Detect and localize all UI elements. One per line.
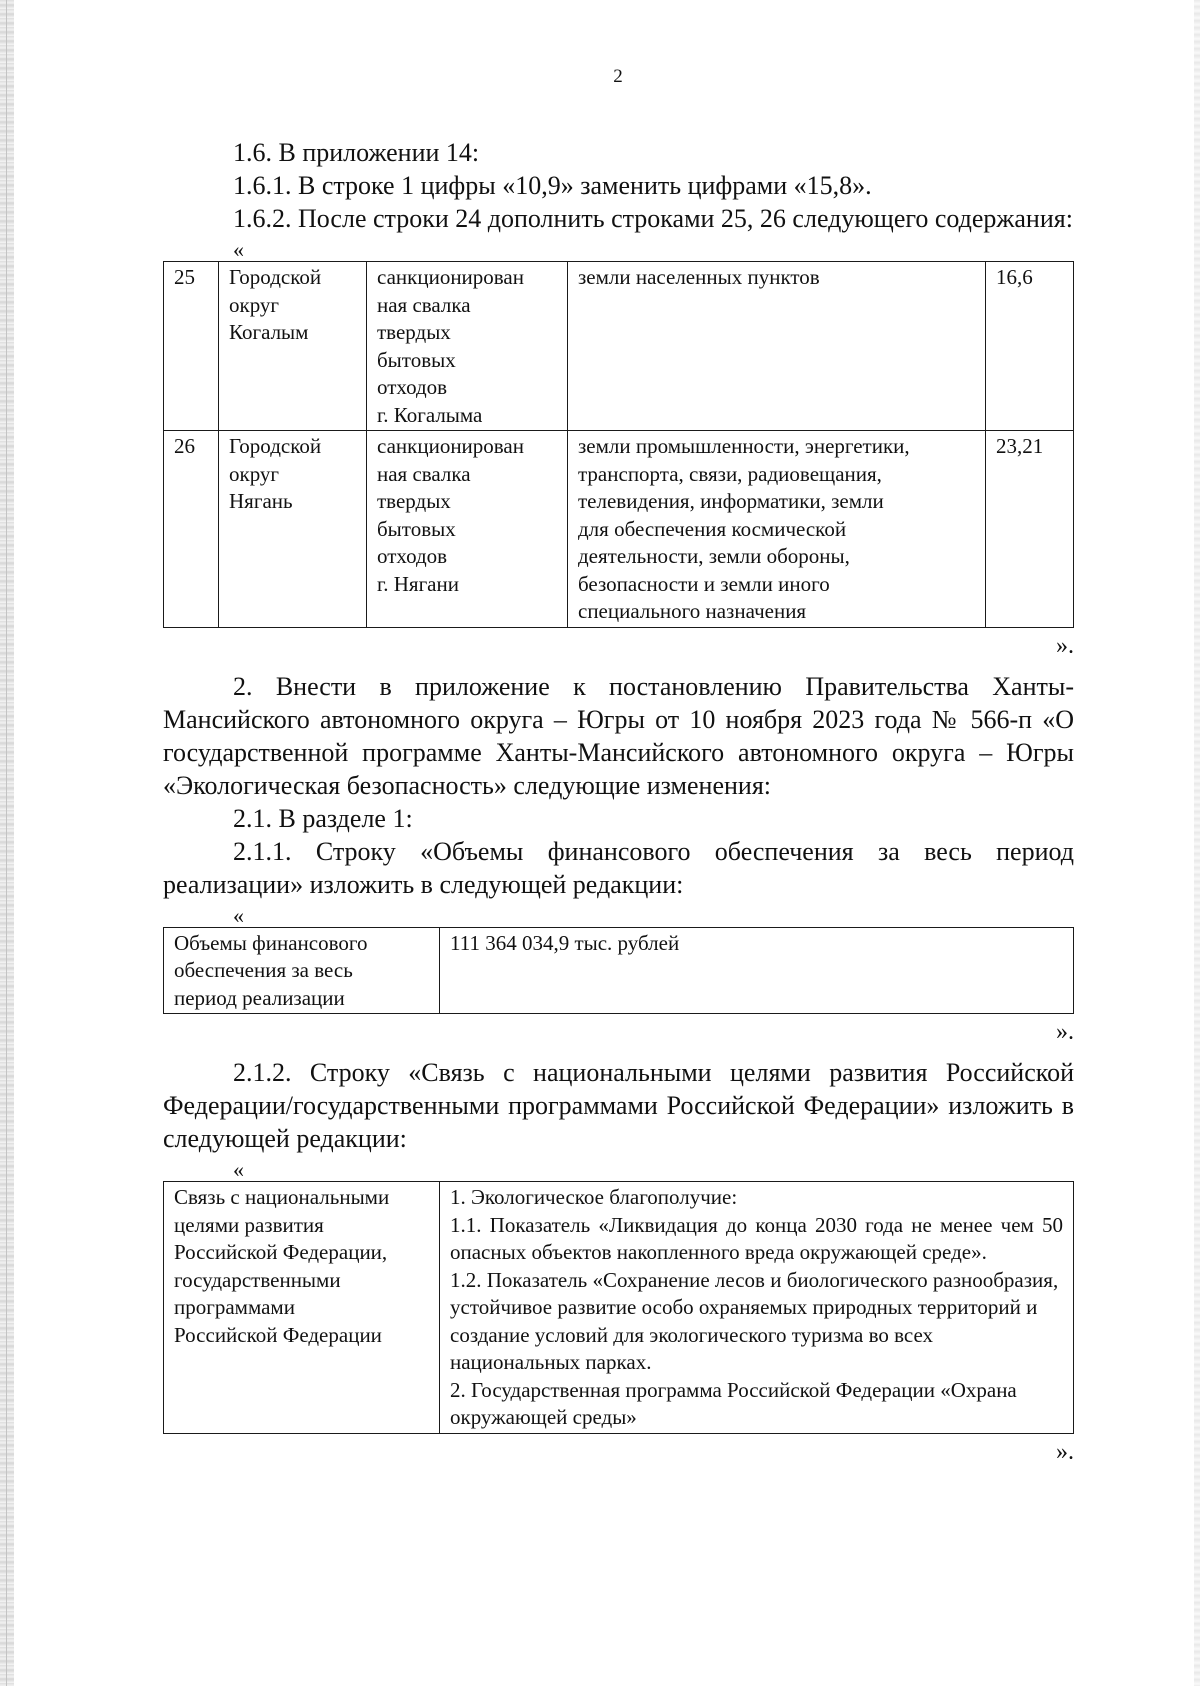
quote-open: «	[233, 1157, 244, 1182]
scan-edge-left	[0, 0, 14, 1686]
object-cell: санкционирован ная свалка твердых бытовых отходов г. Когалыма	[367, 262, 568, 431]
quote-open: «	[233, 237, 244, 262]
area-value-cell: 23,21	[986, 431, 1074, 628]
national-goals-table	[163, 1181, 1074, 1434]
page-number: 2	[613, 66, 623, 87]
table-row	[164, 1182, 1074, 1434]
section-2-1: 2.1. В разделе 1:	[233, 803, 413, 833]
section-1-6-heading: 1.6. В приложении 14:	[233, 138, 480, 167]
section-2-intro: 2. Внести в приложение к постановлению Правительства Ханты-Мансийского автономного округа – Югры от 10 ноября 2023 года № 566-п «О государственной программе Ханты-Мансийского автономного округа – Югры «Экологическая безопасность» следующие изменения:	[163, 671, 1074, 800]
municipality-cell: Городской округ Нягань	[219, 431, 367, 628]
municipality-cell: Городской округ Когалым	[219, 262, 367, 431]
finance-label-cell: Объемы финансового обеспечения за весь период реализации	[164, 927, 440, 1014]
quote-close: ».	[1056, 1438, 1074, 1465]
finance-table	[163, 927, 1074, 1015]
land-category-cell: земли населенных пунктов	[568, 262, 986, 431]
row-number: 26	[164, 431, 219, 628]
scan-edge-right	[1194, 0, 1200, 1686]
quote-close: ».	[1056, 632, 1074, 659]
quote-close: ».	[1056, 1019, 1074, 1045]
landfill-table	[163, 261, 1074, 628]
area-value-cell: 16,6	[986, 262, 1074, 431]
section-1-6-2: 1.6.2. После строки 24 дополнить строками 25, 26 следующего содержания:	[233, 204, 1073, 233]
goals-line: 1. Экологическое благополучие:	[450, 1185, 738, 1209]
land-category-cell: земли промышленности, энергетики, транспорта, связи, радиовещания, телевидения, информатики, земли для обеспечения космической деятельности, земли обороны, безопасности и земли иного специального назначения	[568, 431, 986, 628]
quote-open: «	[233, 902, 244, 928]
section-2-1-2: 2.1.2. Строку «Связь с национальными целями развития Российской Федерации/государственными программами Российской Федерации» изложить в следующей редакции:	[163, 1058, 1074, 1153]
goals-content-cell	[440, 1182, 1074, 1434]
table-row	[164, 262, 1074, 431]
object-cell: санкционирован ная свалка твердых бытовых отходов г. Нягани	[367, 431, 568, 628]
goals-label-cell: Связь с национальными целями развития Российской Федерации, государственными программами Российской Федерации	[164, 1182, 440, 1434]
table-row	[164, 927, 1074, 1014]
table-row	[164, 431, 1074, 628]
row-number: 25	[164, 262, 219, 431]
goals-line: 2. Государственная программа Российской Федерации «Охрана окружающей среды»	[450, 1377, 1017, 1429]
section-1-6-1: 1.6.1. В строке 1 цифры «10,9» заменить цифрами «15,8».	[233, 171, 872, 200]
finance-value-cell: 111 364 034,9 тыс. рублей	[440, 927, 1074, 1014]
section-2-1-1: 2.1.1. Строку «Объемы финансового обеспечения за весь период реализации» изложить в следующей редакции:	[163, 836, 1074, 899]
goals-line: 1.1. Показатель «Ликвидация до конца 2030 года не менее чем 50 опасных объектов накопленного вреда окружающей среде».	[450, 1212, 1063, 1264]
goals-line: 1.2. Показатель «Сохранение лесов и биологического разнообразия, устойчивое развитие особо охраняемых природных территорий и создание условий для экологического туризма во всех национальных парках.	[450, 1267, 1059, 1374]
document-body	[163, 136, 1074, 1476]
